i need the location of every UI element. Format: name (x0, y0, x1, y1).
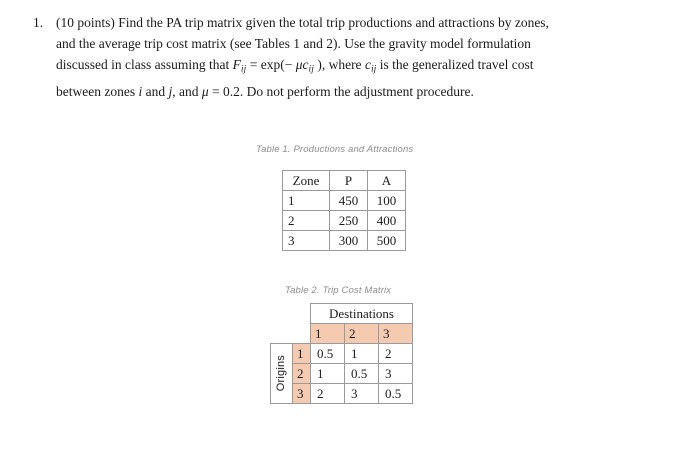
corner-blank-cell (271, 304, 293, 324)
line4-pre: between zones (56, 83, 139, 99)
column-header-dest-3: 3 (379, 324, 413, 344)
cell-cost: 0.5 (345, 364, 379, 384)
cell-a: 100 (368, 191, 406, 211)
corner-blank-cell-2 (293, 304, 311, 324)
cell-cost: 3 (379, 364, 413, 384)
symbol-i: i (138, 83, 143, 99)
symbol-F-subscript: ij (240, 64, 247, 75)
question-block (30, 12, 675, 102)
cell-cost: 1 (345, 344, 379, 364)
line3-post: ), where (313, 57, 365, 72)
cell-zone: 2 (283, 211, 330, 231)
symbol-c: c (302, 57, 309, 72)
table-productions-attractions (282, 170, 406, 251)
line4-end: = 0.2. Do not perform the adjustment procedure. (208, 83, 474, 99)
question-line-1-text: (10 points) Find the PA trip matrix given the total trip productions and attractions by zones, (56, 15, 549, 30)
cell-cost: 2 (311, 384, 345, 404)
cell-cost: 2 (379, 344, 413, 364)
question-text (56, 12, 675, 102)
table-row (271, 344, 413, 364)
line4-and: and (142, 83, 169, 99)
question-line-2 (56, 33, 675, 54)
line3-pre: discussed in class assuming that (56, 57, 233, 72)
row-header-origin-3: 3 (293, 384, 311, 404)
symbol-mu-2: μ (201, 83, 209, 99)
table-row (271, 384, 413, 404)
cell-p: 450 (330, 191, 368, 211)
table-1-caption: Table 1. Productions and Attractions (256, 144, 414, 155)
cell-cost: 0.5 (379, 384, 413, 404)
corner-blank-cell-3 (271, 324, 293, 344)
cell-p: 300 (330, 231, 368, 251)
question-number: 1. (33, 15, 44, 30)
corner-blank-cell-4 (293, 324, 311, 344)
column-header-dest-2: 2 (345, 324, 379, 344)
table-row (283, 191, 406, 211)
line4-mid: , and (172, 83, 202, 99)
table-row-destinations-header (271, 304, 413, 324)
question-line-2-text: and the average trip cost matrix (see Tables 1 and 2). Use the gravity model formulation (56, 36, 531, 51)
origins-label-text: Origins (275, 355, 287, 392)
row-header-origin-1: 1 (293, 344, 311, 364)
header-origins (271, 344, 293, 404)
symbol-c-subscript: ij (308, 64, 314, 75)
symbol-F: F (232, 57, 241, 72)
cell-cost: 0.5 (311, 344, 345, 364)
column-header-p: P (330, 171, 368, 191)
table-row (283, 231, 406, 251)
table-trip-cost-matrix-wrapper (270, 303, 413, 404)
symbol-j: j (168, 83, 173, 99)
table-row-column-index (271, 324, 413, 344)
table-row-header (283, 171, 406, 191)
question-line-1 (56, 12, 675, 33)
table-trip-cost-matrix (270, 303, 413, 404)
cell-cost: 3 (345, 384, 379, 404)
cell-zone: 1 (283, 191, 330, 211)
cell-a: 500 (368, 231, 406, 251)
column-header-dest-1: 1 (311, 324, 345, 344)
line3-end: is the generalized travel cost (376, 57, 534, 72)
row-header-origin-2: 2 (293, 364, 311, 384)
cell-cost: 1 (311, 364, 345, 384)
table-row (271, 364, 413, 384)
column-header-a: A (368, 171, 406, 191)
cell-a: 400 (368, 211, 406, 231)
question-line-4 (56, 81, 675, 102)
cell-p: 250 (330, 211, 368, 231)
table-row (283, 211, 406, 231)
symbol-c-2: c (364, 57, 371, 72)
header-destinations: Destinations (311, 304, 413, 324)
cell-zone: 3 (283, 231, 330, 251)
column-header-zone: Zone (283, 171, 330, 191)
line3-mid: = exp(− (246, 57, 296, 72)
table-2-caption: Table 2. Trip Cost Matrix (285, 285, 392, 296)
symbol-mu: μ (295, 57, 303, 72)
question-line-3 (56, 54, 675, 81)
symbol-c-2-subscript: ij (370, 64, 377, 75)
